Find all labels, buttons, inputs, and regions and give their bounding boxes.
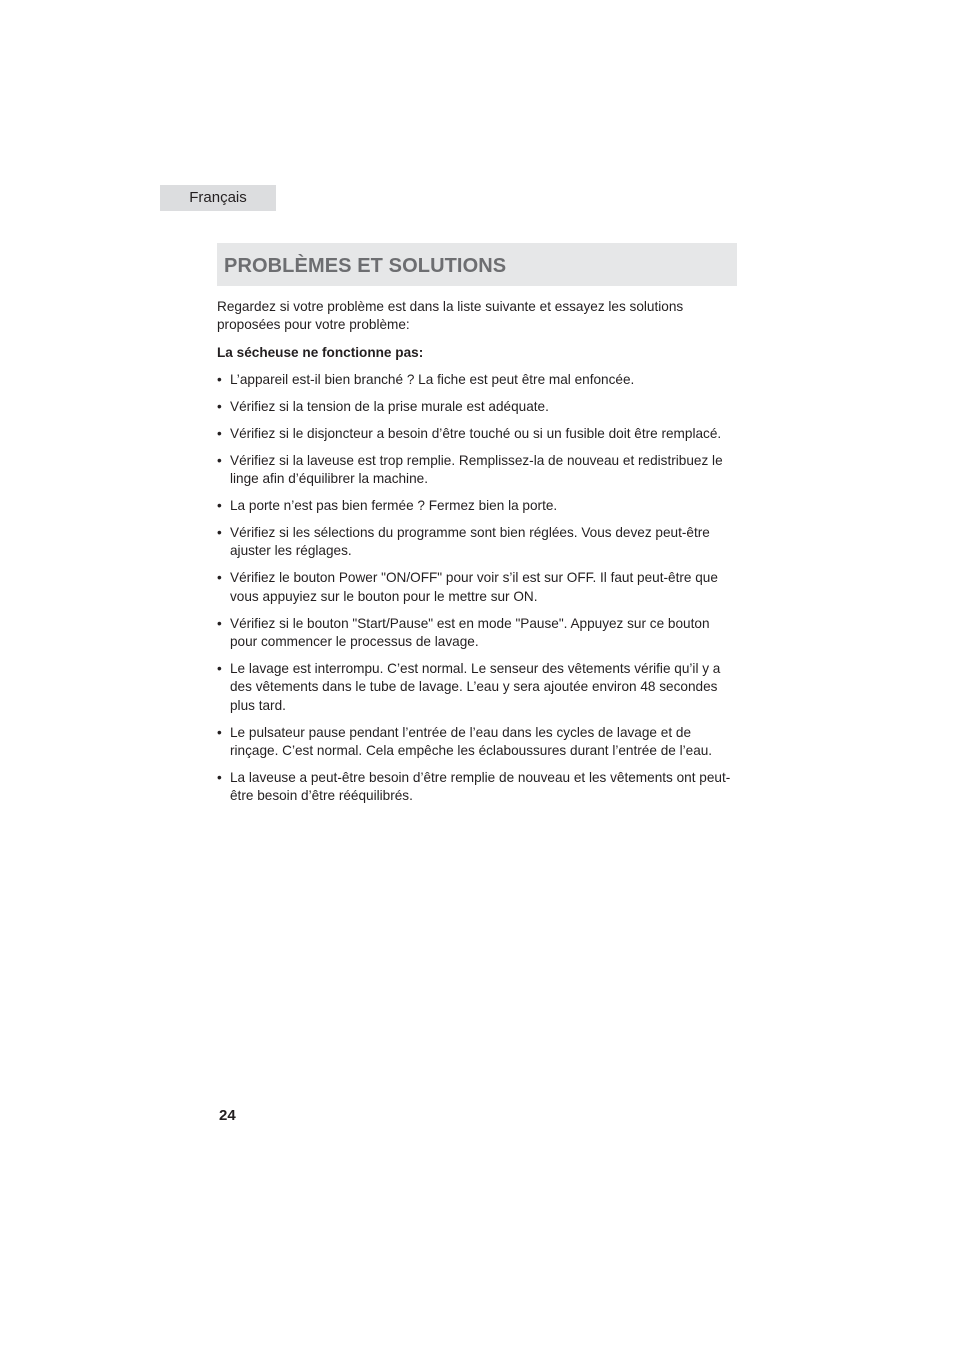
list-item-text: Le lavage est interrompu. C’est normal. Le senseur des vêtements vérifie qu’il y a des vêtements dans le tube de lavage. L’eau y sera ajoutée environ 48 secondes plus tard.: [230, 660, 721, 713]
bullet-icon: •: [217, 371, 222, 387]
list-item: [217, 371, 739, 389]
list-item-text: Vérifiez si le bouton "Start/Pause" est en mode "Pause". Appuyez sur ce bouton pour commencer le processus de lavage.: [230, 615, 710, 649]
list-item: [217, 569, 739, 606]
list-item: [217, 724, 739, 761]
bullet-icon: •: [217, 425, 222, 441]
subheading: La sécheuse ne fonctionne pas:: [217, 344, 424, 360]
language-tab: Français: [160, 185, 276, 211]
list-item-text: Vérifiez si le disjoncteur a besoin d’être touché ou si un fusible doit être remplacé.: [230, 425, 722, 441]
intro-paragraph: Regardez si votre problème est dans la liste suivante et essayez les solutions proposées pour votre problème:: [217, 299, 684, 333]
list-item-text: Vérifiez si les sélections du programme sont bien réglées. Vous devez peut-être ajuster les réglages.: [230, 525, 710, 559]
list-item-text: Vérifiez le bouton Power "ON/OFF" pour voir s’il est sur OFF. Il faut peut-être que vous appuyiez sur le bouton pour le mettre sur ON.: [230, 570, 718, 604]
list-item: [217, 769, 739, 806]
bullet-icon: •: [217, 525, 222, 541]
bullet-icon: •: [217, 398, 222, 414]
troubleshooting-list: [217, 371, 739, 806]
bullet-icon: •: [217, 615, 222, 631]
main-content: [217, 298, 739, 814]
bullet-icon: •: [217, 769, 222, 785]
bullet-icon: •: [217, 498, 222, 514]
list-item: [217, 660, 739, 715]
list-item: [217, 398, 739, 416]
list-item-text: La porte n’est pas bien fermée ? Fermez bien la porte.: [230, 498, 558, 514]
list-item: [217, 497, 739, 515]
list-item-text: Vérifiez si la laveuse est trop remplie. Remplissez-la de nouveau et redistribuez le linge afin d’équilibrer la machine.: [230, 452, 723, 487]
bullet-icon: •: [217, 660, 222, 676]
list-item-text: L’appareil est-il bien branché ? La fiche est peut être mal enfoncée.: [230, 371, 635, 387]
bullet-icon: •: [217, 724, 222, 740]
list-item: [217, 452, 739, 489]
bullet-icon: •: [217, 570, 222, 586]
list-item: [217, 425, 739, 443]
section-title: PROBLÈMES ET SOLUTIONS: [224, 255, 507, 277]
bullet-icon: •: [217, 452, 222, 468]
page-number: 24: [219, 1107, 236, 1124]
list-item-text: La laveuse a peut-être besoin d’être remplie de nouveau et les vêtements ont peut-être besoin d’être rééquilibrés.: [230, 769, 731, 804]
list-item: [217, 615, 739, 652]
list-item: [217, 524, 739, 561]
section-header: [217, 243, 737, 286]
list-item-text: Vérifiez si la tension de la prise murale est adéquate.: [230, 398, 549, 414]
list-item-text: Le pulsateur pause pendant l’entrée de l’eau dans les cycles de lavage et de rinçage. C’est normal. Cela empêche les éclaboussures durant l’entrée de l’eau.: [230, 724, 713, 758]
